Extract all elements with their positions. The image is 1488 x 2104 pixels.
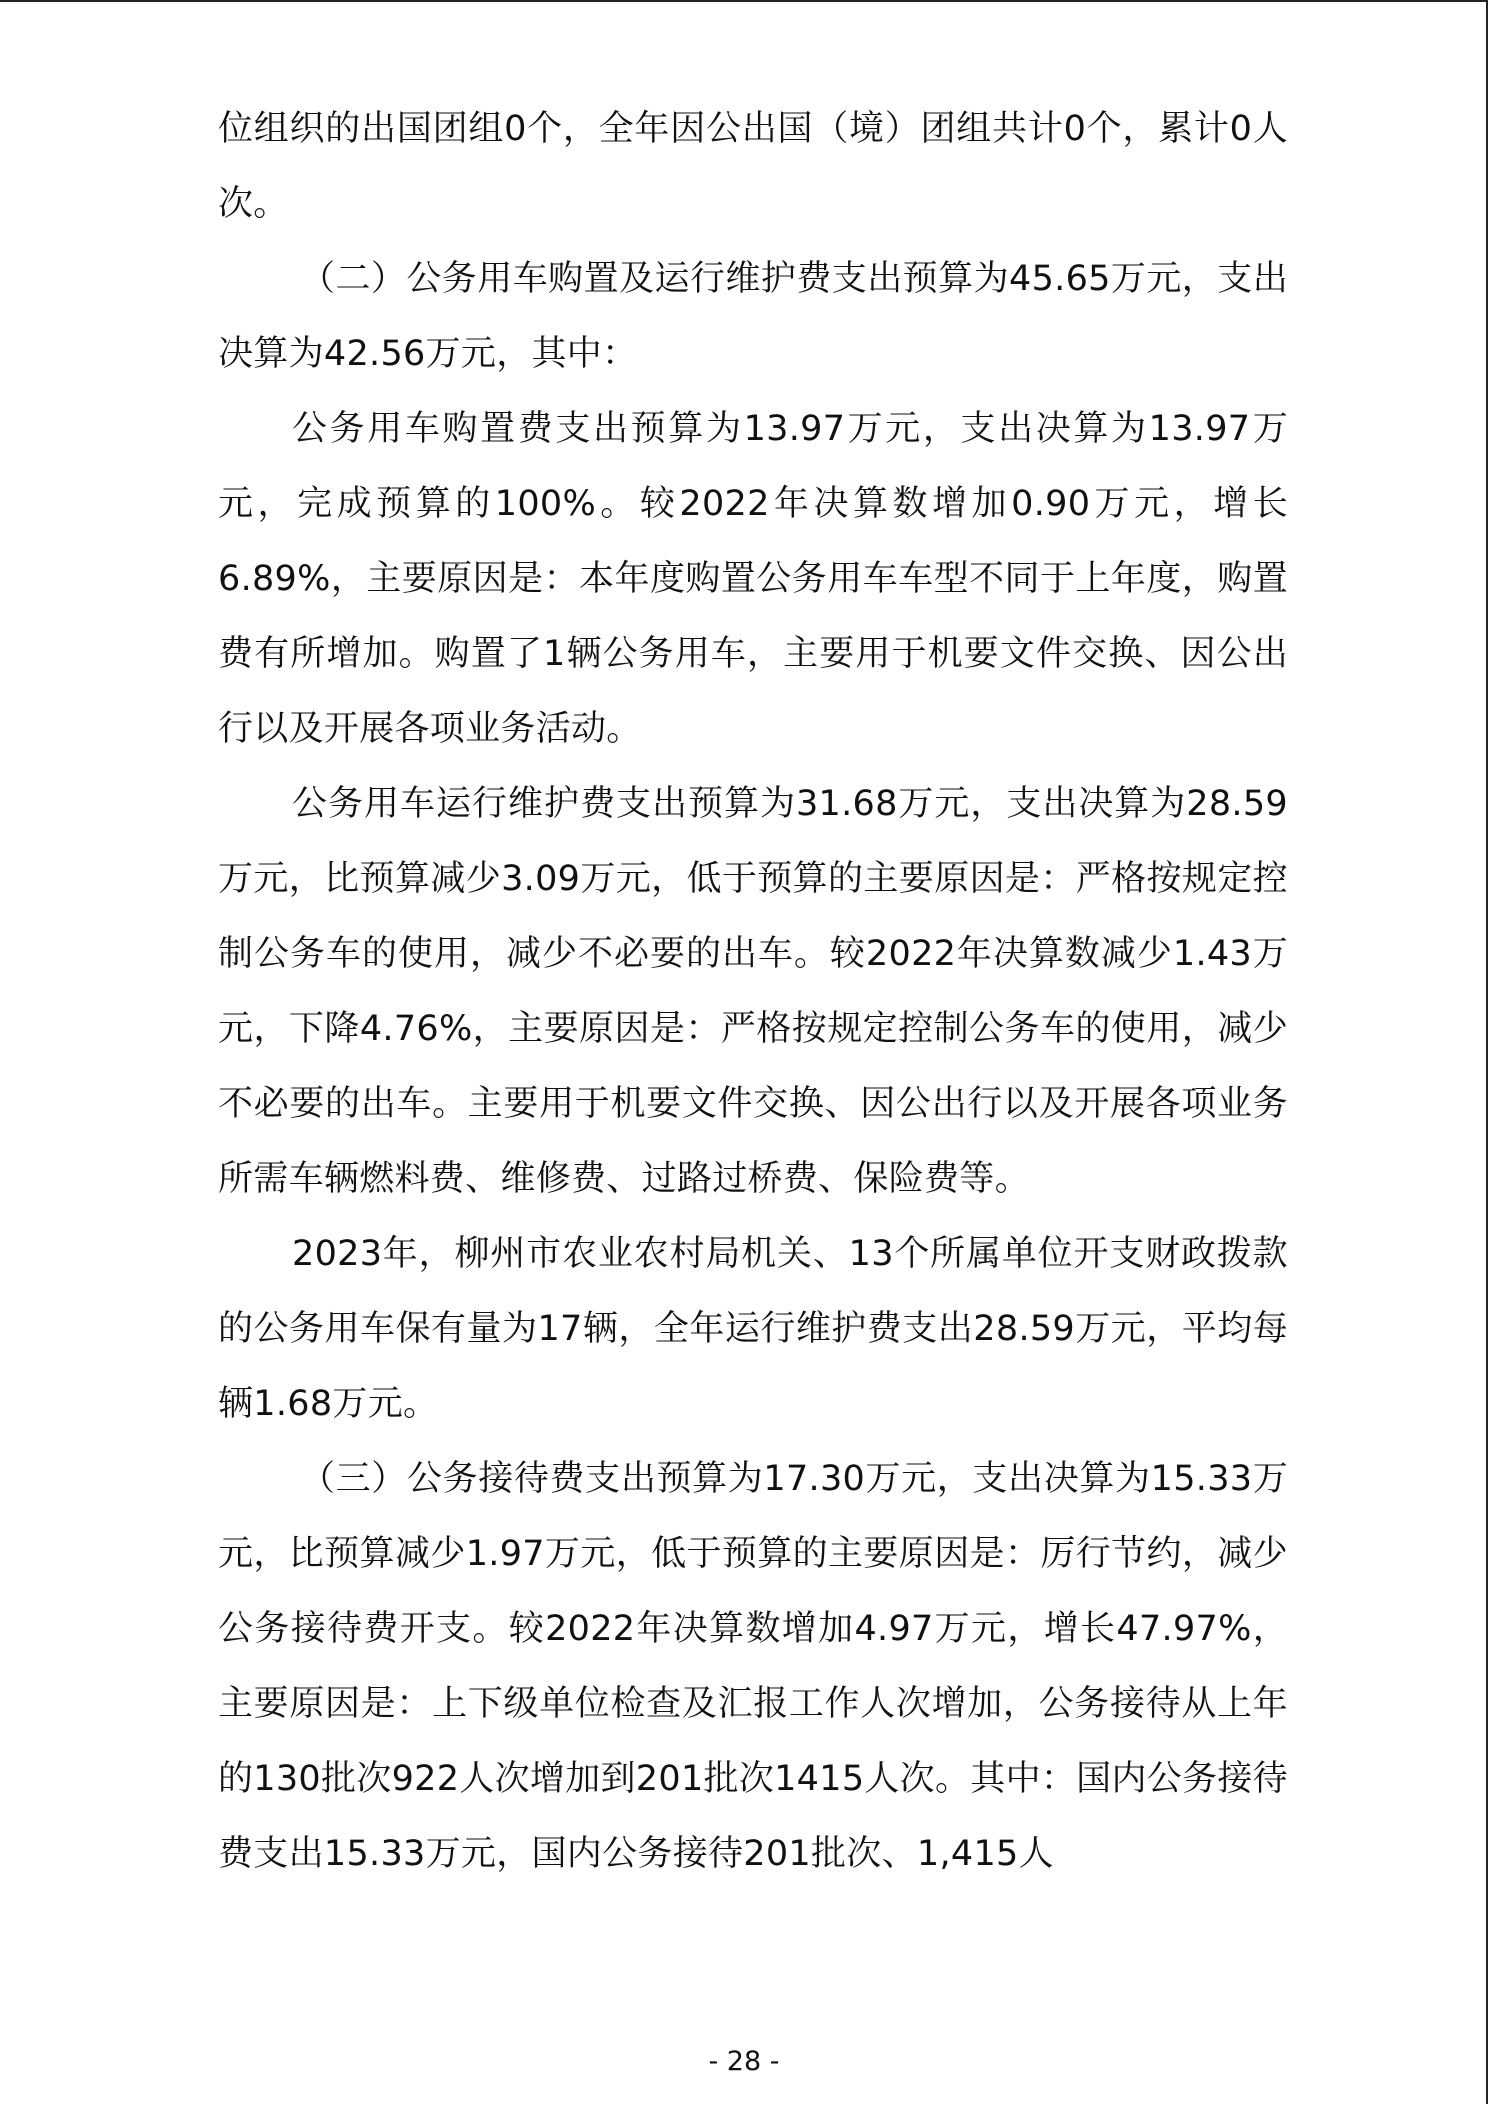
page-border-top [0, 0, 1488, 2]
paragraph-section-reception-costs: （三）公务接待费支出预算为17.30万元，支出决算为15.33万元，比预算减少1.97万元，低于预算的主要原因是：厉行节约，减少公务接待费开支。较2022年决算数增加4.97万元，增长47.97%，主要原因是：上下级单位检查及汇报工作人次增加，公务接待从上年的130批次922人次增加到201批次1415人次。其中：国内公务接待费支出15.33万元，国内公务接待201批次、1,415人 [218, 1459, 1288, 1874]
page-number: - 28 - [708, 2046, 780, 2077]
document-body [218, 92, 1288, 1892]
paragraph-vehicle-maintenance: 公务用车运行维护费支出预算为31.68万元，支出决算为28.59万元，比预算减少3.09万元，低于预算的主要原因是：严格按规定控制公务车的使用，减少不必要的出车。较2022年决算数减少1.43万元，下降4.76%，主要原因是：严格按规定控制公务车的使用，减少不必要的出车。主要用于机要文件交换、因公出行以及开展各项业务所需车辆燃料费、维修费、过路过桥费、保险费等。 [218, 784, 1288, 1199]
paragraph-vehicle-fleet: 2023年，柳州市农业农村局机关、13个所属单位开支财政拨款的公务用车保有量为17辆，全年运行维护费支出28.59万元，平均每辆1.68万元。 [218, 1234, 1288, 1424]
paragraph-section-vehicle-costs: （二）公务用车购置及运行维护费支出预算为45.65万元，支出决算为42.56万元，其中： [218, 259, 1288, 374]
paragraph-continuation: 位组织的出国团组0个，全年因公出国（境）团组共计0个，累计0人次。 [218, 109, 1288, 224]
paragraph-vehicle-purchase: 公务用车购置费支出预算为13.97万元，支出决算为13.97万元，完成预算的100%。较2022年决算数增加0.90万元，增长6.89%，主要原因是：本年度购置公务用车车型不同于上年度，购置费有所增加。购置了1辆公务用车，主要用于机要文件交换、因公出行以及开展各项业务活动。 [218, 409, 1288, 749]
